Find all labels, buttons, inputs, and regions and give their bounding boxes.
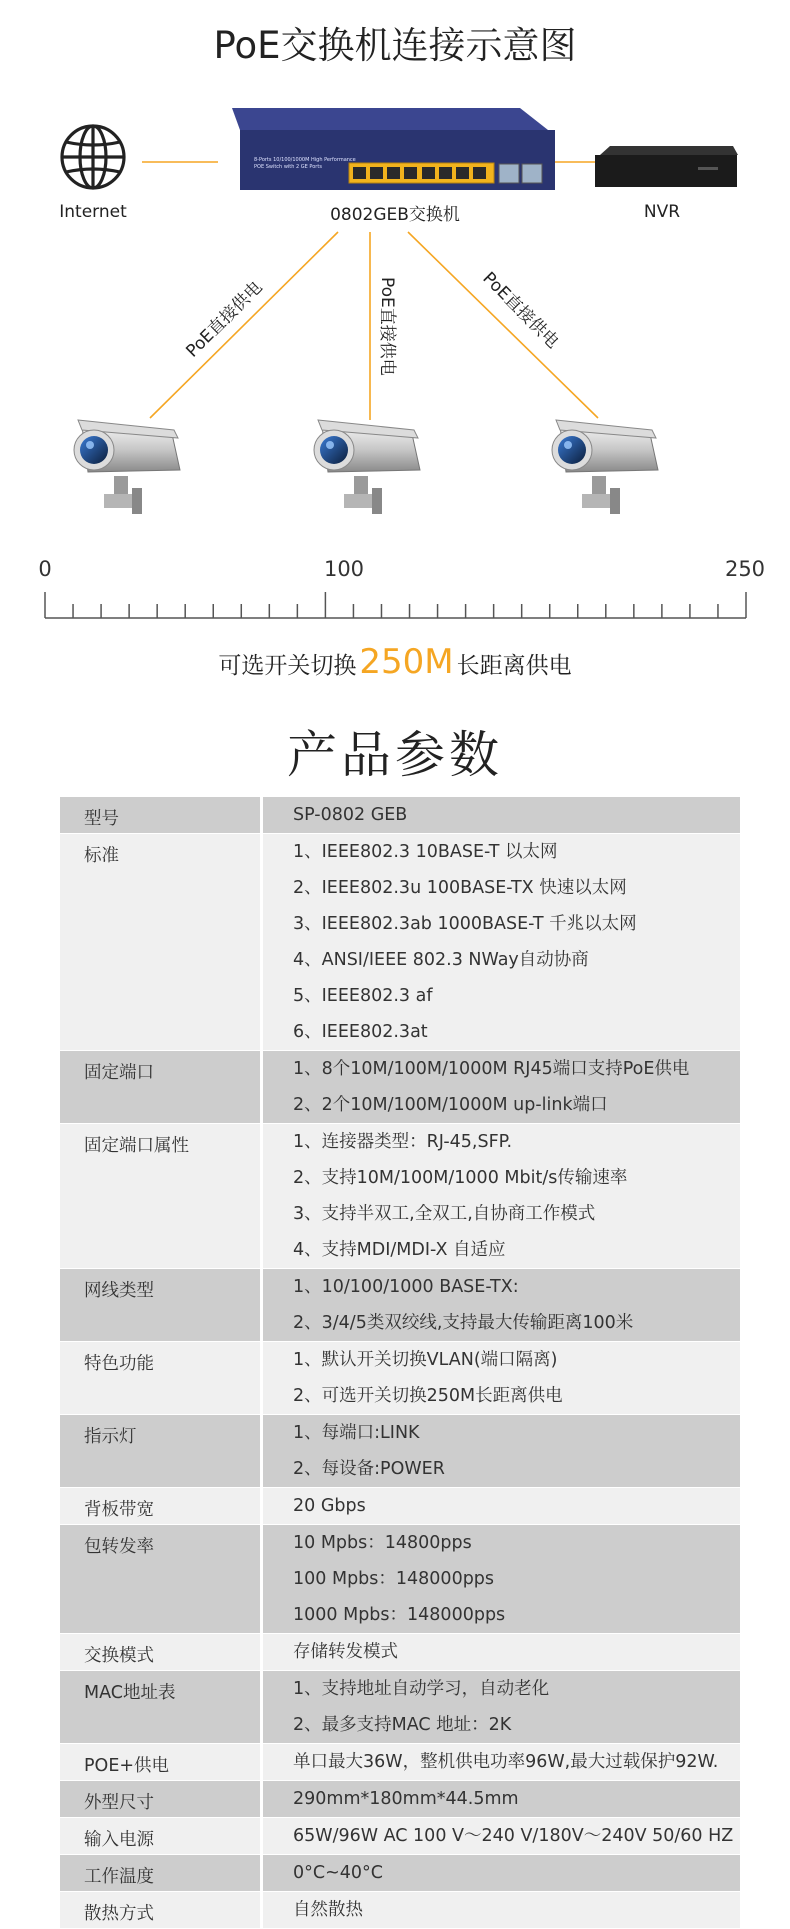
spec-value xyxy=(263,1781,740,1818)
diagram-title: PoE交换机连接示意图 xyxy=(213,24,577,67)
spec-row xyxy=(60,797,740,834)
spec-value-line: 2、可选开关切换250M长距离供电 xyxy=(293,1386,563,1406)
spec-row xyxy=(60,1488,740,1525)
spec-value-line: 1、10/100/1000 BASE-TX: xyxy=(293,1277,519,1297)
spec-table xyxy=(60,797,740,1929)
spec-value xyxy=(263,1488,740,1525)
spec-label: 固定端口 xyxy=(60,1051,260,1124)
spec-label: MAC地址表 xyxy=(60,1671,260,1744)
spec-row xyxy=(60,1525,740,1634)
spec-label: 型号 xyxy=(60,797,260,834)
link-label-left: PoE直接供电 xyxy=(182,277,267,362)
spec-value xyxy=(263,1269,740,1342)
spec-value xyxy=(263,1342,740,1415)
spec-value-line: 290mm*180mm*44.5mm xyxy=(293,1789,519,1809)
spec-value xyxy=(263,1671,740,1744)
spec-value-line: 3、IEEE802.3ab 1000BASE-T 千兆以太网 xyxy=(293,914,637,934)
switch-faceplate-line1: 8-Ports 10/100/1000M High Performance xyxy=(254,157,356,163)
spec-value-line: 2、3/4/5类双绞线,支持最大传输距离100米 xyxy=(293,1313,634,1333)
spec-value-line: 自然散热 xyxy=(293,1900,363,1920)
spec-label: 特色功能 xyxy=(60,1342,260,1415)
spec-value-line: 1000 Mpbs：148000pps xyxy=(293,1605,506,1625)
spec-value-line: 单口最大36W，整机供电功率96W,最大过载保护92W. xyxy=(293,1752,719,1772)
spec-row xyxy=(60,1342,740,1415)
spec-value-line: 2、2个10M/100M/1000M up-link端口 xyxy=(293,1095,608,1115)
spec-row xyxy=(60,1415,740,1488)
globe-icon xyxy=(62,126,124,188)
spec-value xyxy=(263,1634,740,1671)
ruler-tick-0: 0 xyxy=(38,557,52,581)
spec-label: 固定端口属性 xyxy=(60,1124,260,1269)
spec-row xyxy=(60,1855,740,1892)
spec-value-line: 6、IEEE802.3at xyxy=(293,1022,428,1042)
caption-highlight: 250M xyxy=(359,642,454,682)
ruler-caption: 可选开关切换250M 长距离供电 xyxy=(218,642,572,682)
ruler-tick-100: 100 xyxy=(323,557,365,581)
spec-value-line: 2、最多支持MAC 地址：2K xyxy=(293,1715,512,1735)
camera-right xyxy=(552,420,658,514)
connector-lines xyxy=(142,162,598,420)
spec-row xyxy=(60,1051,740,1124)
switch-label: 0802GEB交换机 xyxy=(330,205,460,225)
ruler-tick-250: 250 xyxy=(724,557,766,581)
spec-row xyxy=(60,1892,740,1929)
camera-left xyxy=(74,420,180,514)
spec-row xyxy=(60,1124,740,1269)
spec-value-line: 100 Mpbs：148000pps xyxy=(293,1569,495,1589)
spec-value xyxy=(263,1051,740,1124)
spec-value-line: 1、支持地址自动学习，自动老化 xyxy=(293,1679,550,1699)
internet-label: Internet xyxy=(59,202,127,222)
distance-ruler xyxy=(38,557,765,618)
spec-value-line: 3、支持半双工,全双工,自协商工作模式 xyxy=(293,1204,596,1224)
spec-row xyxy=(60,1744,740,1781)
connection-diagram xyxy=(0,0,790,720)
spec-label: 标准 xyxy=(60,834,260,1051)
spec-row xyxy=(60,1634,740,1671)
nvr-device xyxy=(595,146,738,187)
spec-label: POE+供电 xyxy=(60,1744,260,1781)
switch-faceplate-line2: POE Switch with 2 GE Ports xyxy=(254,164,322,170)
diagram-canvas xyxy=(0,0,790,720)
spec-value-line: 1、8个10M/100M/1000M RJ45端口支持PoE供电 xyxy=(293,1059,690,1079)
spec-value-line: 2、IEEE802.3u 100BASE-TX 快速以太网 xyxy=(293,878,627,898)
spec-row xyxy=(60,1269,740,1342)
spec-value xyxy=(263,1892,740,1929)
spec-value xyxy=(263,1855,740,1892)
poe-switch xyxy=(232,108,555,190)
spec-value xyxy=(263,1818,740,1855)
spec-row xyxy=(60,834,740,1051)
spec-value-line: 存储转发模式 xyxy=(293,1642,398,1662)
spec-label: 网线类型 xyxy=(60,1269,260,1342)
spec-value-line: 10 Mpbs：14800pps xyxy=(293,1533,472,1553)
spec-value-line: SP-0802 GEB xyxy=(293,805,408,825)
spec-value xyxy=(263,1525,740,1634)
spec-value-line: 1、连接器类型：RJ-45,SFP. xyxy=(293,1132,513,1152)
spec-row xyxy=(60,1671,740,1744)
spec-label: 散热方式 xyxy=(60,1892,260,1929)
spec-row xyxy=(60,1781,740,1818)
link-label-center: PoE直接供电 xyxy=(377,277,397,376)
spec-value xyxy=(263,797,740,834)
spec-label: 外型尺寸 xyxy=(60,1781,260,1818)
link-label-right: PoE直接供电 xyxy=(478,268,563,353)
spec-label: 指示灯 xyxy=(60,1415,260,1488)
spec-value-line: 65W/96W AC 100 V～240 V/180V～240V 50/60 HZ xyxy=(293,1826,734,1846)
spec-section-title: 产品参数 xyxy=(287,726,503,784)
spec-value xyxy=(263,1415,740,1488)
spec-value-line: 1、IEEE802.3 10BASE-T 以太网 xyxy=(293,842,558,862)
spec-value-line: 20 Gbps xyxy=(293,1496,366,1516)
spec-value-line: 0°C~40°C xyxy=(293,1863,384,1883)
spec-label: 工作温度 xyxy=(60,1855,260,1892)
spec-value-line: 1、每端口:LINK xyxy=(293,1423,420,1443)
spec-row xyxy=(60,1818,740,1855)
spec-value-line: 2、每设备:POWER xyxy=(293,1459,445,1479)
spec-value xyxy=(263,1124,740,1269)
spec-value-line: 5、IEEE802.3 af xyxy=(293,986,433,1006)
spec-value xyxy=(263,1744,740,1781)
spec-value xyxy=(263,834,740,1051)
camera-center xyxy=(314,420,420,514)
spec-value-line: 2、支持10M/100M/1000 Mbit/s传输速率 xyxy=(293,1168,628,1188)
spec-label: 包转发率 xyxy=(60,1525,260,1634)
spec-label: 交换模式 xyxy=(60,1634,260,1671)
nvr-label: NVR xyxy=(643,202,681,222)
spec-value-line: 4、ANSI/IEEE 802.3 NWay自动协商 xyxy=(293,950,589,970)
spec-label: 输入电源 xyxy=(60,1818,260,1855)
spec-value-line: 4、支持MDI/MDI-X 自适应 xyxy=(293,1240,506,1260)
spec-label: 背板带宽 xyxy=(60,1488,260,1525)
spec-value-line: 1、默认开关切换VLAN(端口隔离) xyxy=(293,1350,558,1370)
